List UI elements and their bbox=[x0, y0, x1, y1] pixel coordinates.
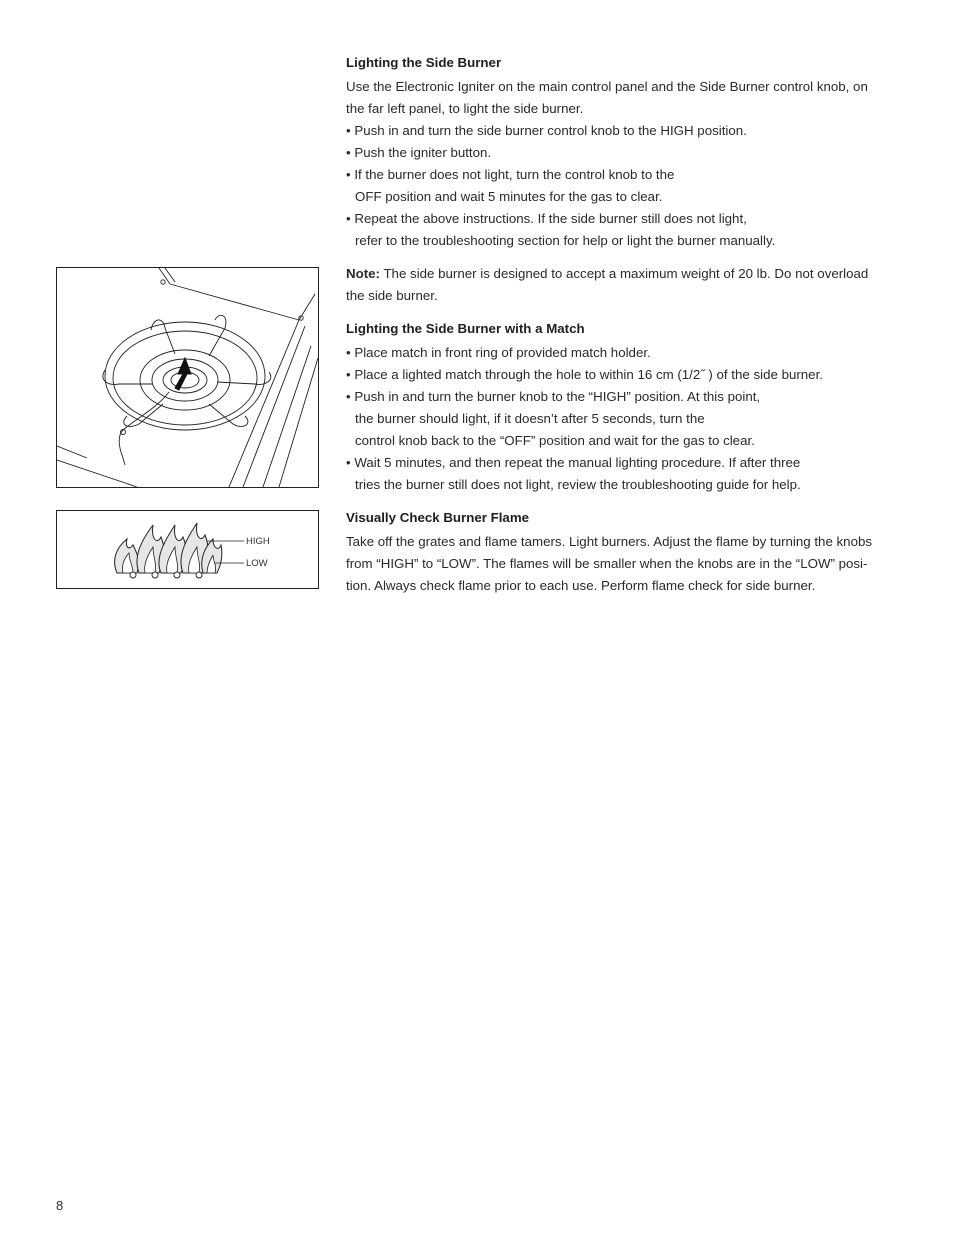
lighting-intro-1: Use the Electronic Igniter on the main control panel and the Side Burner control knob, on bbox=[346, 79, 868, 94]
lighting-bullet-3a: • If the burner does not light, turn the control knob to the bbox=[346, 167, 675, 182]
match-bullet-1: • Place match in front ring of provided match holder. bbox=[346, 345, 651, 360]
label-high: HIGH bbox=[246, 536, 270, 547]
lighting-intro-2: the far left panel, to light the side burner. bbox=[346, 101, 584, 116]
lighting-bullet-1: • Push in and turn the side burner control knob to the HIGH position. bbox=[346, 123, 747, 138]
heading-flame: Visually Check Burner Flame bbox=[346, 510, 530, 525]
flame-line-3: tion. Always check flame prior to each use. Perform flame check for side burner. bbox=[346, 578, 816, 593]
note-label: Note: bbox=[346, 266, 380, 281]
heading-lighting: Lighting the Side Burner bbox=[346, 55, 502, 70]
lighting-bullet-2: • Push the igniter button. bbox=[346, 145, 492, 160]
side-burner-illustration bbox=[56, 267, 319, 488]
page-number: 8 bbox=[56, 1198, 64, 1213]
lighting-bullet-3b: OFF position and wait 5 minutes for the gas to clear. bbox=[355, 189, 663, 204]
flame-line-2: from “HIGH” to “LOW”. The flames will be smaller when the knobs are in the “LOW” posi- bbox=[346, 556, 868, 571]
match-bullet-4b: tries the burner still does not light, review the troubleshooting guide for help. bbox=[355, 477, 801, 492]
match-bullet-2: • Place a lighted match through the hole to within 16 cm (1/2˝ ) of the side burner. bbox=[346, 367, 823, 382]
side-burner-drawing bbox=[57, 268, 318, 487]
content-column bbox=[346, 52, 906, 597]
match-bullet-3a: • Push in and turn the burner knob to the “HIGH” position. At this point, bbox=[346, 389, 761, 404]
lighting-bullet-4b: refer to the troubleshooting section for help or light the burner manually. bbox=[355, 233, 776, 248]
flame-illustration bbox=[56, 510, 319, 589]
match-bullet-3b: the burner should light, if it doesn’t after 5 seconds, turn the bbox=[355, 411, 705, 426]
note-line-2: the side burner. bbox=[346, 288, 438, 303]
heading-match: Lighting the Side Burner with a Match bbox=[346, 321, 585, 336]
note-text-1: The side burner is designed to accept a maximum weight of 20 lb. Do not overload bbox=[379, 266, 869, 281]
match-bullet-3c: control knob back to the “OFF” position and wait for the gas to clear. bbox=[355, 433, 755, 448]
note-line-1 bbox=[346, 263, 906, 285]
flame-drawing bbox=[57, 511, 318, 588]
flame-line-1: Take off the grates and flame tamers. Light burners. Adjust the flame by turning the knobs bbox=[346, 534, 873, 549]
lighting-bullet-4a: • Repeat the above instructions. If the side burner still does not light, bbox=[346, 211, 747, 226]
match-bullet-4a: • Wait 5 minutes, and then repeat the manual lighting procedure. If after three bbox=[346, 455, 801, 470]
label-low: LOW bbox=[246, 558, 268, 569]
